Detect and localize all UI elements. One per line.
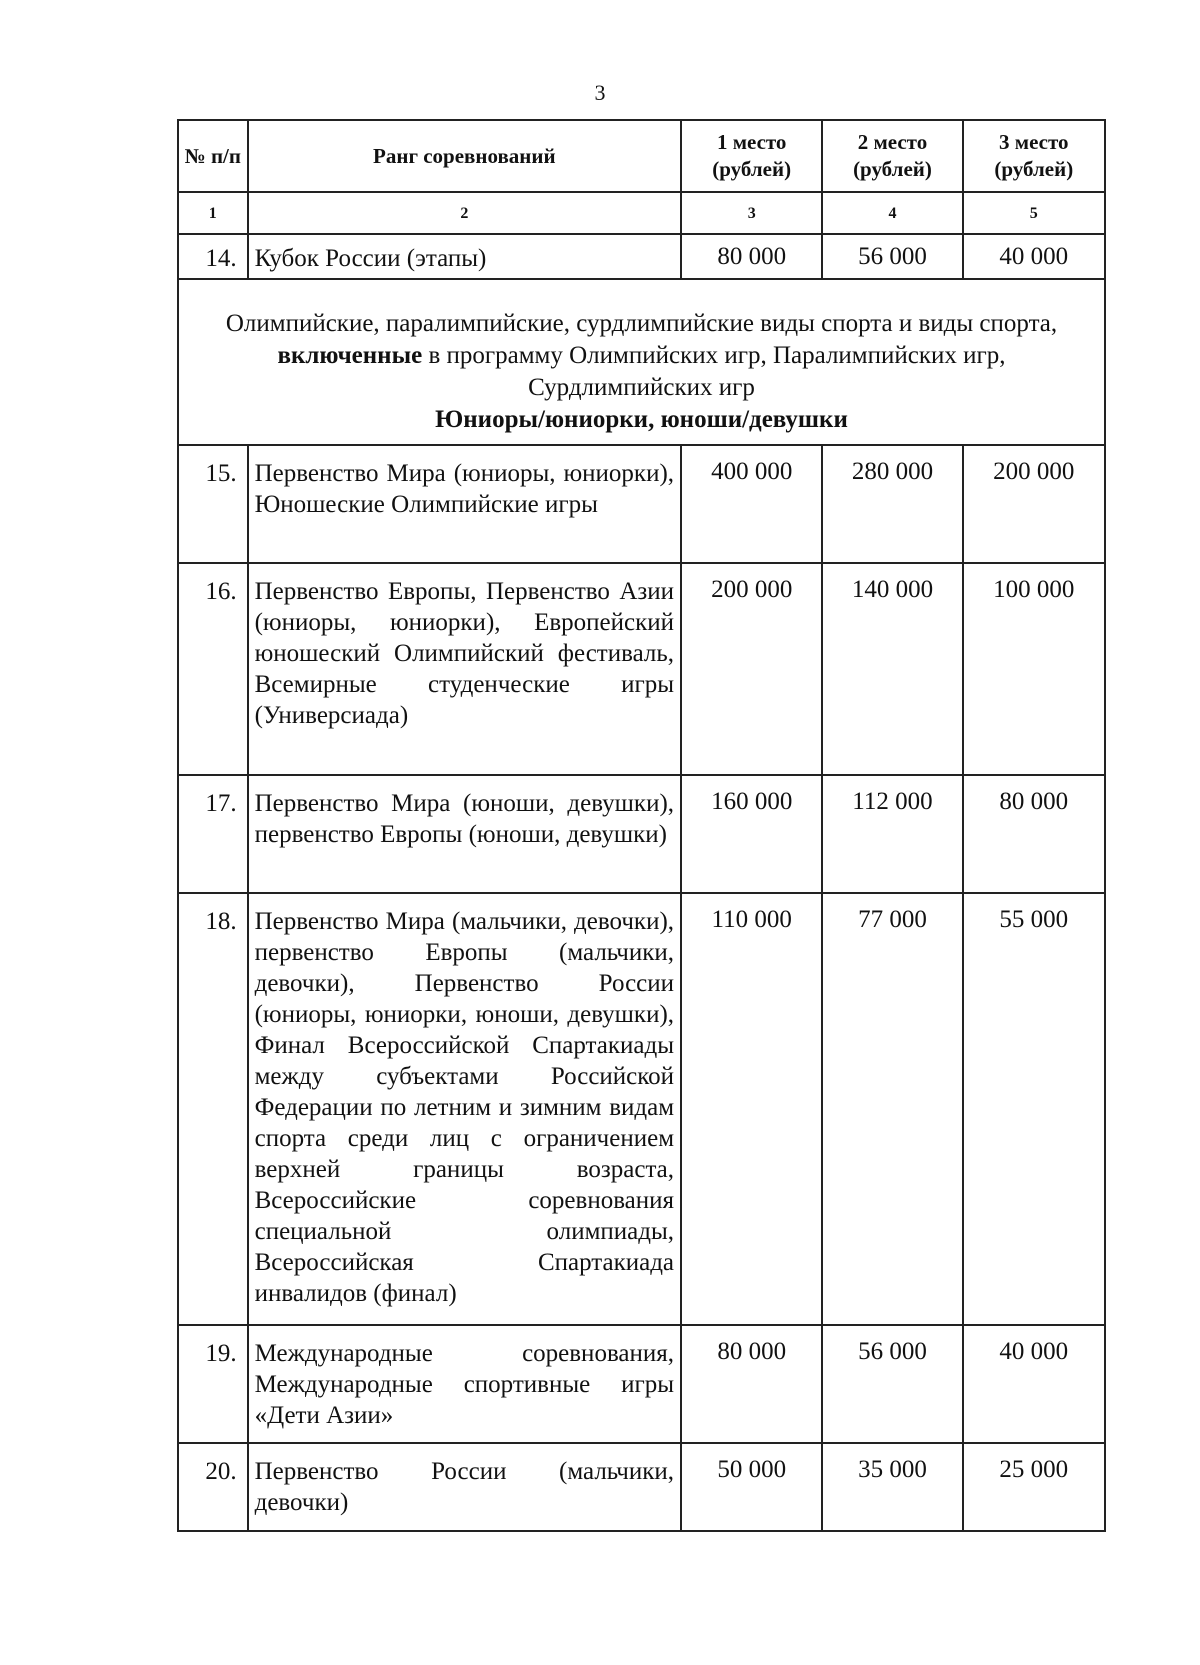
- table-row: [178, 445, 1105, 563]
- third-place-prize: 40 000: [963, 234, 1105, 279]
- first-place-prize: 50 000: [681, 1443, 822, 1531]
- competition-rank: Международные соревнования, Международные спортивные игры «Дети Азии»: [248, 1325, 681, 1443]
- page-number: 3: [594, 80, 606, 105]
- third-place-prize: 25 000: [963, 1443, 1105, 1531]
- section-subtitle: Юниоры/юниорки, юноши/девушки: [435, 406, 848, 433]
- first-place-prize: 400 000: [681, 445, 822, 563]
- third-place-prize: 100 000: [963, 563, 1105, 775]
- first-place-prize: 160 000: [681, 775, 822, 893]
- section-heading: [178, 279, 1105, 445]
- header-first-place: 1 место (рублей): [681, 120, 822, 192]
- competition-rank: Кубок России (этапы): [248, 234, 681, 279]
- table-row: [178, 1443, 1105, 1531]
- second-place-prize: 35 000: [822, 1443, 962, 1531]
- row-number: 16.: [178, 563, 248, 775]
- third-place-prize: 80 000: [963, 775, 1105, 893]
- header-second-place: 2 место (рублей): [822, 120, 962, 192]
- header-num: № п/п: [178, 120, 248, 192]
- third-place-prize: 40 000: [963, 1325, 1105, 1443]
- column-number: 4: [822, 192, 962, 234]
- section-text-after: в программу Олимпийских игр, Паралимпийских игр, Сурдлимпийских игр: [422, 342, 1006, 401]
- row-number: 15.: [178, 445, 248, 563]
- competition-rank: Первенство Мира (юноши, девушки), первенство Европы (юноши, девушки): [248, 775, 681, 893]
- table-row: [178, 563, 1105, 775]
- column-number: 3: [681, 192, 822, 234]
- section-row: [178, 279, 1105, 445]
- competition-rank: Первенство Европы, Первенство Азии (юниоры, юниорки), Европейский юношеский Олимпийский фестиваль, Всемирные студенческие игры (Универсиада): [248, 563, 681, 775]
- table-row: [178, 234, 1105, 279]
- second-place-prize: 112 000: [822, 775, 962, 893]
- second-place-prize: 56 000: [822, 234, 962, 279]
- row-number: 18.: [178, 893, 248, 1325]
- row-number: 14.: [178, 234, 248, 279]
- column-number-row: [178, 192, 1105, 234]
- first-place-prize: 110 000: [681, 893, 822, 1325]
- second-place-prize: 77 000: [822, 893, 962, 1325]
- first-place-prize: 200 000: [681, 563, 822, 775]
- third-place-prize: 55 000: [963, 893, 1105, 1325]
- prize-table: [177, 119, 1106, 1532]
- table-row: [178, 893, 1105, 1325]
- competition-rank: Первенство России (мальчики, девочки): [248, 1443, 681, 1531]
- header-third-place: 3 место (рублей): [963, 120, 1105, 192]
- row-number: 19.: [178, 1325, 248, 1443]
- column-number: 2: [248, 192, 681, 234]
- section-text-bold: включенные: [277, 342, 423, 369]
- first-place-prize: 80 000: [681, 1325, 822, 1443]
- row-number: 17.: [178, 775, 248, 893]
- section-text-before: Олимпийские, паралимпийские, сурдлимпийские виды спорта и виды спорта,: [225, 310, 1058, 337]
- header-rank: Ранг соревнований: [248, 120, 681, 192]
- second-place-prize: 280 000: [822, 445, 962, 563]
- competition-rank: Первенство Мира (мальчики, девочки), первенство Европы (мальчики, девочки), Первенство России (юниоры, юниорки, юноши, девушки), Финал Всероссийской Спартакиады между субъектами Российской Федерации по летним и зимним видам спорта среди лиц с ограничением верхней границы возраста, Всероссийские соревнования специальной олимпиады, Всероссийская Спартакиада инвалидов (финал): [248, 893, 681, 1325]
- table-row: [178, 775, 1105, 893]
- header-row: [178, 120, 1105, 192]
- row-number: 20.: [178, 1443, 248, 1531]
- third-place-prize: 200 000: [963, 445, 1105, 563]
- table-row: [178, 1325, 1105, 1443]
- competition-rank: Первенство Мира (юниоры, юниорки), Юношеские Олимпийские игры: [248, 445, 681, 563]
- first-place-prize: 80 000: [681, 234, 822, 279]
- column-number: 5: [963, 192, 1105, 234]
- second-place-prize: 56 000: [822, 1325, 962, 1443]
- column-number: 1: [178, 192, 248, 234]
- second-place-prize: 140 000: [822, 563, 962, 775]
